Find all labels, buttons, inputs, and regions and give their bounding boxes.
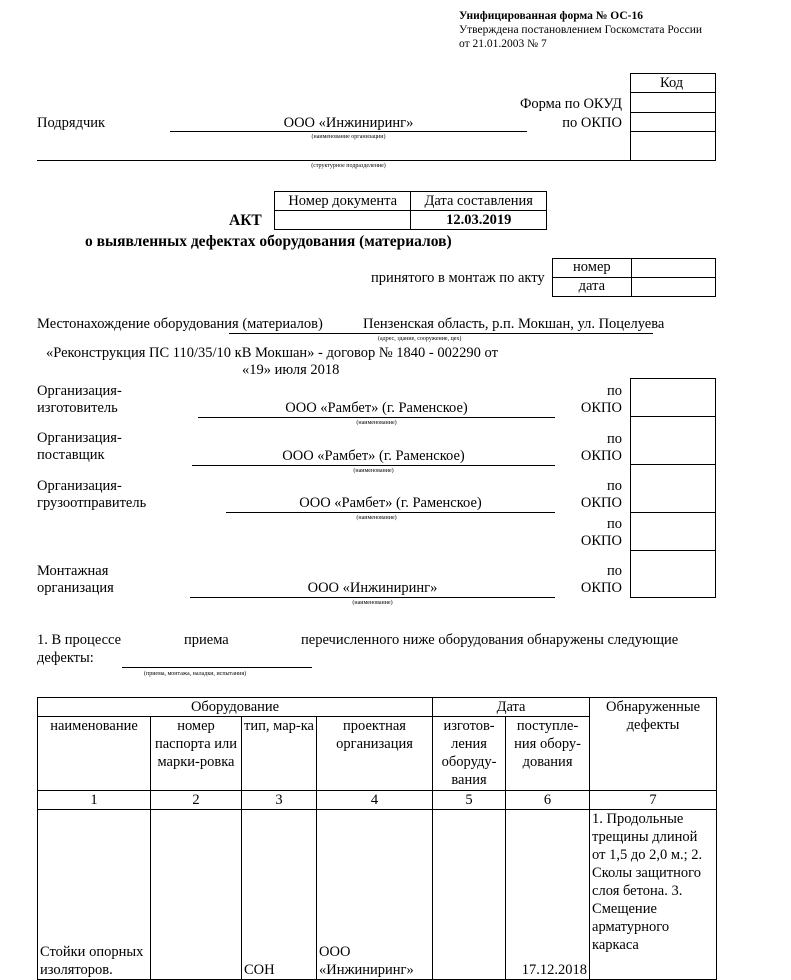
- okud-field[interactable]: [630, 93, 716, 112]
- doc-date-header: Дата составления: [411, 192, 547, 211]
- okpo-field[interactable]: [630, 113, 716, 131]
- col-number-5: 5: [433, 791, 506, 810]
- org-value: ООО «Инжиниринг»: [307, 580, 438, 596]
- code-title: Код: [660, 75, 684, 91]
- contractor-value: ООО «Инжиниринг»: [283, 115, 414, 131]
- cell-defects[interactable]: 1. Продольные трещины длиной от 1,5 до 2,0 м.; 2. Сколы защитного слоя бетона. 3. Смещение арматурного каркаса: [590, 810, 717, 980]
- org-label1: Организация-: [37, 383, 122, 399]
- org-po: по: [606, 431, 622, 447]
- col-type-header: тип, мар-ка: [242, 717, 317, 791]
- doc-number-value[interactable]: [275, 211, 411, 230]
- contractor-label: Подрядчик: [37, 115, 106, 131]
- col-arrival-header: поступле-ния обору-дования: [506, 717, 590, 791]
- okpo-label: по ОКПО: [562, 115, 622, 131]
- org-okpo: ОКПО: [580, 495, 622, 511]
- process-text-4: дефекты:: [37, 650, 94, 666]
- defects-table: [37, 697, 717, 980]
- cell-design[interactable]: ООО «Инжиниринг»: [317, 810, 433, 980]
- form-date-no: от 21.01.2003 № 7: [459, 38, 547, 50]
- col-made-header: изготов-ления оборуду-вания: [433, 717, 506, 791]
- org-po: по: [606, 563, 622, 579]
- location-line3: «19» июля 2018: [242, 362, 340, 378]
- org-line: [190, 597, 555, 598]
- org-label2: грузоотправитель: [37, 495, 147, 511]
- col-number-2: 2: [151, 791, 242, 810]
- col-number-3: 3: [242, 791, 317, 810]
- process-text-1: 1. В процессе: [37, 632, 122, 648]
- accepted-table: [552, 258, 716, 297]
- location-hint: (адрес, здание, сооружение, цех): [378, 336, 462, 342]
- okud-label: Форма по ОКУД: [519, 96, 622, 112]
- contractor-hint: (наименование организации): [311, 134, 386, 140]
- org-line: [198, 417, 555, 418]
- org-value: ООО «Рамбет» (г. Раменское): [282, 448, 465, 464]
- org-value: ООО «Рамбет» (г. Раменское): [299, 495, 482, 511]
- defects-header: Обнаруженные дефекты: [590, 698, 717, 791]
- doc-number-header: Номер документа: [275, 192, 411, 211]
- location-value: Пензенская область, р.п. Мокшан, ул. Поцелуева: [363, 316, 665, 332]
- org-label1: Монтажная: [37, 563, 109, 579]
- process-text-3: перечисленного ниже оборудования обнаружены следующие: [301, 632, 679, 648]
- dept-line: [37, 160, 630, 161]
- org-label2: изготовитель: [37, 400, 118, 416]
- org-okpo: ОКПО: [580, 580, 622, 596]
- act-subtitle: о выявленных дефектах оборудования (материалов): [85, 233, 452, 250]
- cell-passport[interactable]: [151, 810, 242, 980]
- col-design-header: проектная организация: [317, 717, 433, 791]
- table-row: [38, 810, 717, 980]
- location-label: Местонахождение оборудования (материалов): [37, 316, 323, 332]
- act-title: АКТ: [229, 212, 262, 229]
- col-name-header: наименование: [38, 717, 151, 791]
- org-label1: Организация-: [37, 430, 122, 446]
- col-number-6: 6: [506, 791, 590, 810]
- extra-okpo: ОКПО: [580, 533, 622, 549]
- org-po: по: [606, 383, 622, 399]
- cell-arrival[interactable]: 17.12.2018: [506, 810, 590, 980]
- org-label1: Организация-: [37, 478, 122, 494]
- process-hint: (приема, монтажа, наладки, испытания): [144, 671, 247, 677]
- col-passport-header: номер паспорта или марки-ровка: [151, 717, 242, 791]
- org-label2: организация: [37, 580, 114, 596]
- accepted-date-label: дата: [553, 278, 632, 297]
- group-equipment-header: Оборудование: [38, 698, 433, 717]
- col-number-1: 1: [38, 791, 151, 810]
- cell-name[interactable]: Стойки опорных изоляторов.: [38, 810, 151, 980]
- dept-hint: (структурное подразделение): [311, 163, 386, 169]
- contractor-line: [170, 131, 527, 132]
- org-hint: (наименование): [356, 515, 397, 521]
- accepted-number-label: номер: [553, 259, 632, 278]
- cell-made[interactable]: [433, 810, 506, 980]
- form-name: Унифицированная форма № ОС-16: [459, 10, 643, 22]
- org-value: ООО «Рамбет» (г. Раменское): [285, 400, 468, 416]
- col-number-4: 4: [317, 791, 433, 810]
- org-line: [226, 512, 555, 513]
- org-line: [192, 465, 555, 466]
- org-label2: поставщик: [37, 447, 105, 463]
- org-okpo: ОКПО: [580, 400, 622, 416]
- accepted-date-field[interactable]: [631, 278, 715, 297]
- form-approved: Утверждена постановлением Госкомстата России: [459, 24, 703, 36]
- org-po: по: [606, 478, 622, 494]
- group-date-header: Дата: [433, 698, 590, 717]
- process-text-2: приема: [184, 632, 229, 648]
- process-line[interactable]: [122, 667, 312, 668]
- accepted-label: принятого в монтаж по акту: [371, 270, 545, 286]
- doc-table: [274, 191, 547, 230]
- org-okpo: ОКПО: [580, 448, 622, 464]
- cell-type[interactable]: СОН: [242, 810, 317, 980]
- accepted-number-field[interactable]: [631, 259, 715, 278]
- org-hint: (наименование): [356, 420, 397, 426]
- org-hint: (наименование): [353, 468, 394, 474]
- location-line2: «Реконструкция ПС 110/35/10 кВ Мокшан» - договор № 1840 - 002290 от: [46, 345, 498, 361]
- col-number-7: 7: [590, 791, 717, 810]
- location-line: [229, 333, 653, 334]
- doc-date-value[interactable]: 12.03.2019: [411, 211, 547, 230]
- org-hint: (наименование): [352, 600, 393, 606]
- extra-po: по: [606, 516, 622, 532]
